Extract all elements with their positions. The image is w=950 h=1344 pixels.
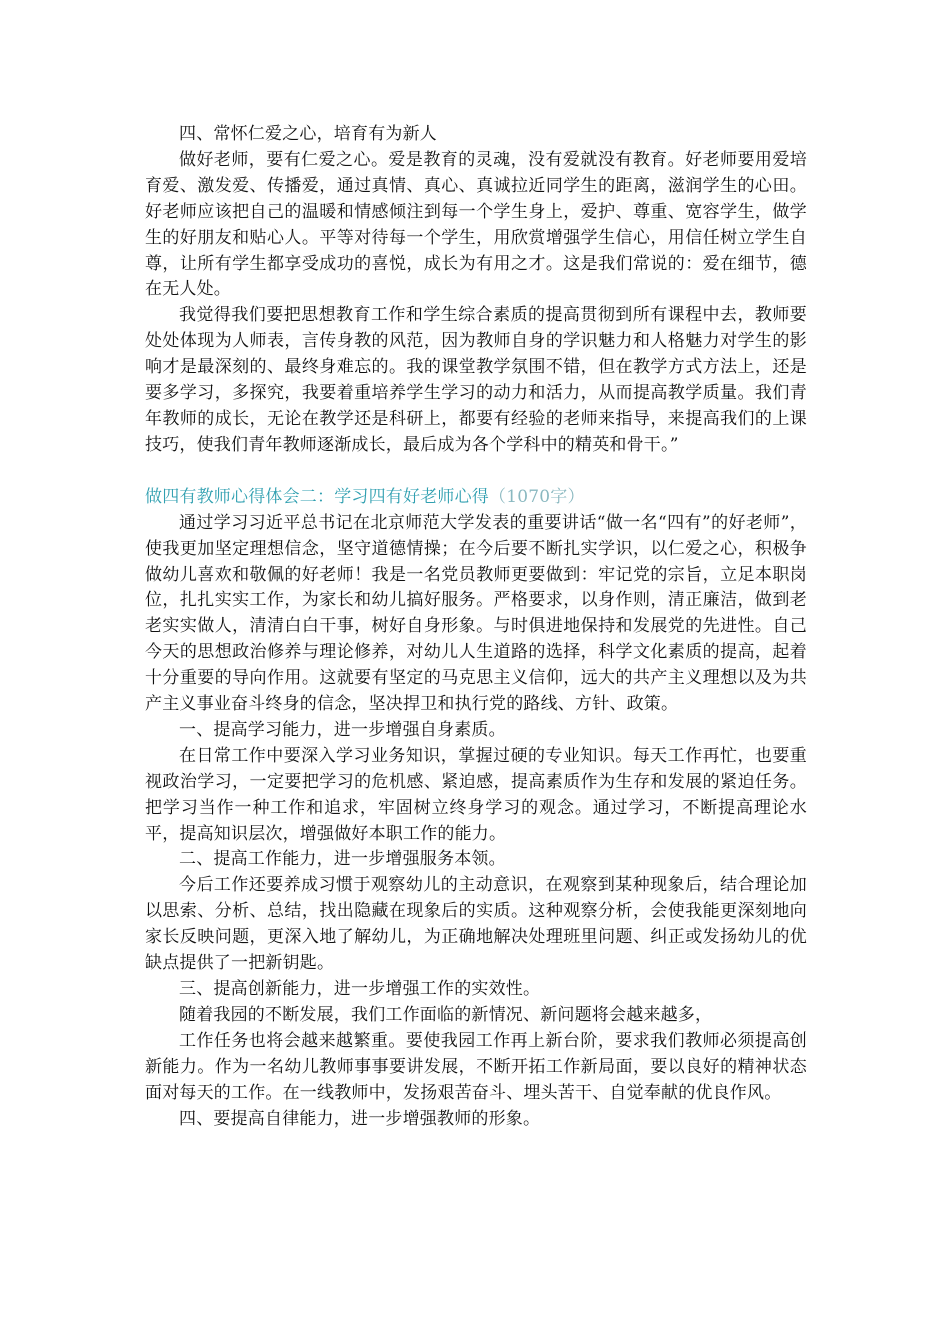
section1-subheading: 四、常怀仁爱之心，培育有为新人 — [179, 124, 437, 144]
section2-paragraph: 今后工作还要养成习惯于观察幼儿的主动意识，在观察到某种现象后，结合理论加以思索、分析、总结，找出隐藏在现象后的实质。这种观察分析，会使我能更深刻地向家长反映问题，更深入地了解幼儿，为正确地解决处理班里问题、纠正或发扬幼儿的优缺点提供了一把新钥匙。 — [145, 875, 807, 974]
section2-subheading: 三、提高创新能力，进一步增强工作的实效性。 — [179, 979, 541, 999]
section2-paragraph: 随着我园的不断发展，我们工作面临的新情况、新问题将会越来越多， — [179, 1004, 713, 1025]
section2-paragraph: 工作任务也将会越来越繁重。要使我园工作再上新台阶，要求我们教师必须提高创新能力。作为一名幼儿教师事事要讲发展，不断开拓工作新局面，要以良好的精神状态面对每天的工作。在一线教师中，发扬艰苦奋斗、埋头苦干、自觉奉献的优良作风。 — [145, 1030, 807, 1103]
document-page — [145, 122, 807, 1132]
section2-paragraph: 通过学习习近平总书记在北京师范大学发表的重要讲话“做一名“四有”的好老师”，使我更加坚定理想信念，坚守道德情操；在今后要不断扎实学识，以仁爱之心，积极争做幼儿喜欢和敬佩的好老师！我是一名党员教师更要做到：牢记党的宗旨，立足本职岗位，扎扎实实工作，为家长和幼儿搞好服务。严格要求，以身作则，清正廉洁，做到老老实实做人，清清白白干事，树好自身形象。与时俱进地保持和发展党的先进性。自己今天的思想政治修养与理论修养，对幼儿人生道路的选择，科学文化素质的提高，起着十分重要的导向作用。这就要有坚定的马克思主义信仰，远大的共产主义理想以及为共产主义事业奋斗终身的信念，坚决捍卫和执行党的路线、方针、政策。 — [145, 512, 807, 715]
section2-heading — [145, 485, 807, 511]
section2-word-count: （1070字） — [489, 486, 585, 507]
section2-subheading: 一、提高学习能力，进一步增强自身素质。 — [179, 719, 506, 740]
section2-heading-text: 做四有教师心得体会二：学习四有好老师心得 — [145, 486, 489, 507]
section1-paragraph: 做好老师，要有仁爱之心。爱是教育的灵魂，没有爱就没有教育。好老师要用爱培育爱、激发爱、传播爱，通过真情、真心、真诚拉近同学生的距离，滋润学生的心田。好老师应该把自己的温暖和情感倾注到每一个学生身上，爱护、尊重、宽容学生，做学生的好朋友和贴心人。平等对待每一个学生，用欣赏增强学生信心，用信任树立学生自尊，让所有学生都享受成功的喜悦，成长为有用之才。这是我们常说的：爱在细节，德在无人处。 — [145, 149, 807, 300]
section2-paragraph: 在日常工作中要深入学习业务知识，掌握过硬的专业知识。每天工作再忙，也要重视政治学习，一定要把学习的危机感、紧迫感，提高素质作为生存和发展的紧迫任务。把学习当作一种工作和追求，牢固树立终身学习的观念。通过学习，不断提高理论水平，提高知识层次，增强做好本职工作的能力。 — [145, 745, 807, 844]
section1-paragraph: 我觉得我们要把思想教育工作和学生综合素质的提高贯彻到所有课程中去，教师要处处体现为人师表，言传身教的风范，因为教师自身的学识魅力和人格魅力对学生的影响才是最深刻的、最终身难忘的。我的课堂教学氛围不错，但在教学方式方法上，还是要多学习，多探究，我要着重培养学生学习的动力和活力，从而提高教学质量。我们青年教师的成长，无论在教学还是科研上，都要有经验的老师来指导，来提高我们的上课技巧，使我们青年教师逐渐成长，最后成为各个学科中的精英和骨干。” — [145, 305, 807, 455]
section2-subheading: 四、要提高自律能力，进一步增强教师的形象。 — [179, 1108, 541, 1129]
section-gap — [145, 459, 807, 485]
section2-subheading: 二、提高工作能力，进一步增强服务本领。 — [179, 849, 506, 870]
